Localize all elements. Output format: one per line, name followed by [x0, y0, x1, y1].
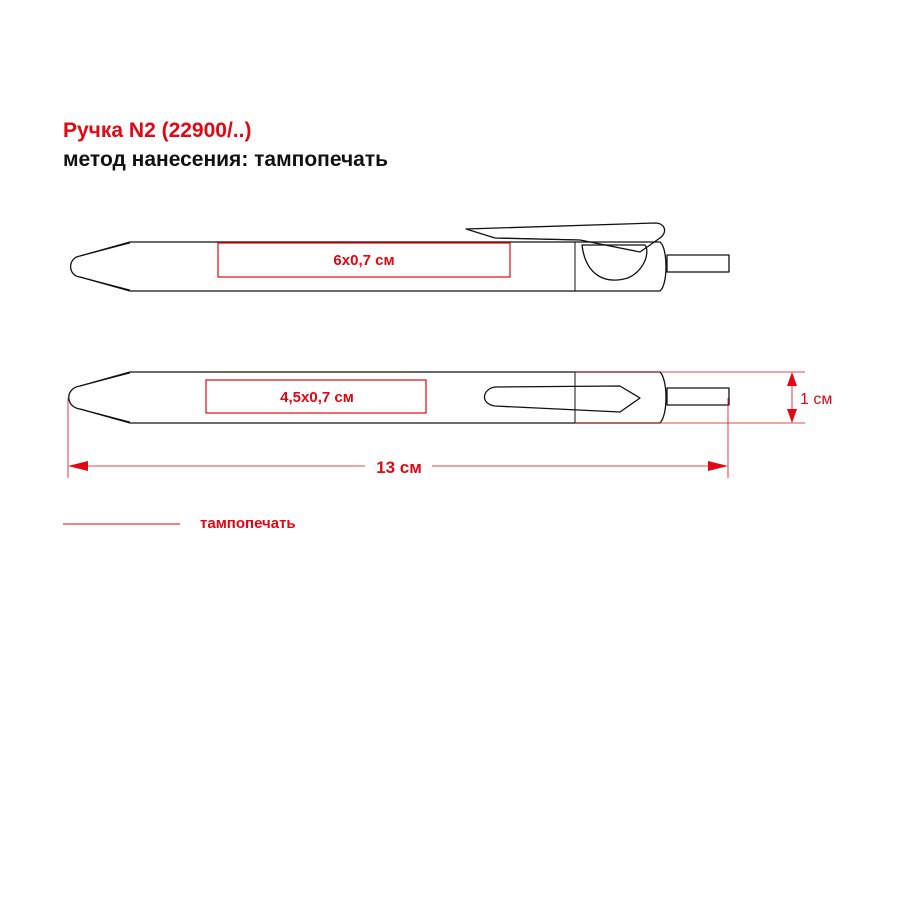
print-area-bottom-label: 4,5x0,7 см: [280, 389, 354, 406]
pen-top-button: [667, 255, 729, 272]
height-label: 1 см: [800, 391, 833, 408]
legend-label: тампопечать: [200, 515, 296, 532]
pen-top-clip: [466, 223, 665, 252]
print-area-top-label: 6x0,7 см: [333, 252, 395, 269]
pen-bottom-button: [667, 388, 729, 405]
arrow-right-icon: [708, 461, 728, 471]
pen-top: [71, 223, 729, 291]
page-subtitle: метод нанесения: тампопечать: [63, 148, 389, 171]
arrow-down-icon: [787, 409, 797, 423]
pen-bottom-clip: [484, 386, 640, 412]
pen-bottom-tip-line: [80, 373, 130, 422]
page-title: Ручка N2 (22900/..): [63, 119, 252, 142]
length-label: 13 см: [376, 458, 422, 477]
arrow-up-icon: [787, 372, 797, 386]
pen-top-clip-curve: [582, 245, 647, 280]
pen-top-clip-inner: [495, 238, 580, 240]
arrow-left-icon: [68, 461, 88, 471]
height-dimension: [575, 372, 805, 423]
pen-top-tip-line: [80, 243, 130, 290]
